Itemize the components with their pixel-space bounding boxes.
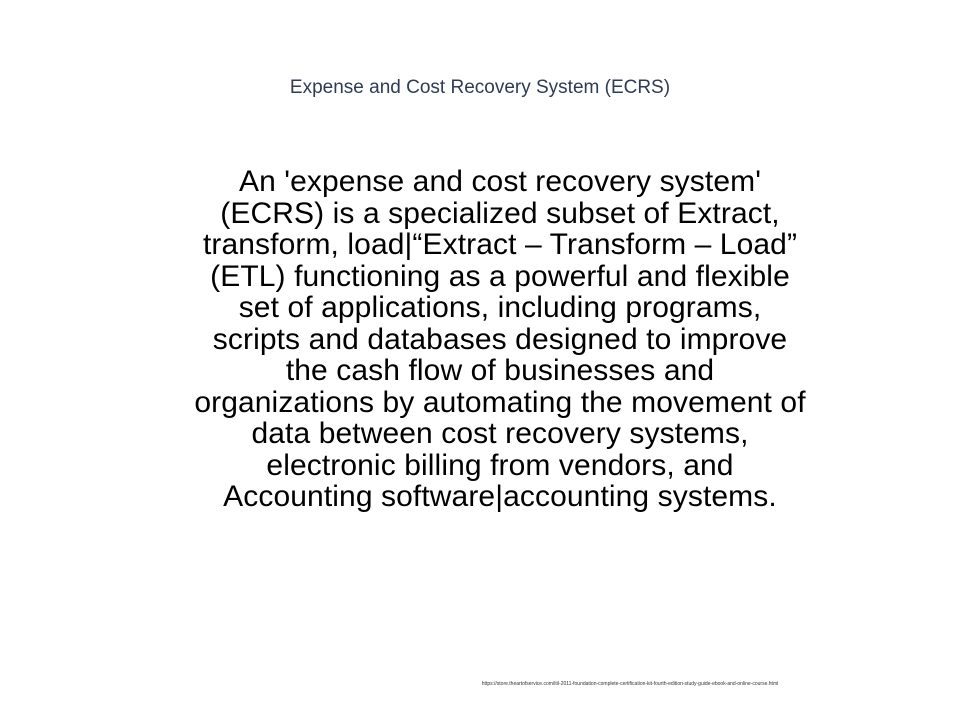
body-line: An 'expense and cost recovery system' (238, 165, 762, 198)
body-line: (ECRS) is a specialized subset of Extract, (220, 196, 780, 230)
footer-url-link[interactable]: https://store.theartofservice.com/itil-2011-foundation-complete-certification-kit-fourth-edition-study-guide-ebook-and-online-course.html (481, 681, 779, 687)
body-line: set of applications, including programs, (238, 291, 762, 324)
body-line: Accounting software|accounting systems. (223, 480, 777, 513)
slide-title: Expense and Cost Recovery System (ECRS) (289, 77, 671, 98)
body-line: electronic billing from vendors, and (266, 448, 734, 482)
body-line: data between cost recovery systems, (251, 417, 749, 450)
slide-body-text (84, 166, 916, 513)
body-line: transform, load|“Extract – Transform – Load” (202, 228, 798, 261)
body-line: (ETL) functioning as a powerful and flexible (210, 259, 790, 293)
body-line: scripts and databases designed to improve (212, 322, 788, 356)
body-line: organizations by automating the movement of (194, 385, 806, 419)
body-line: the cash flow of businesses and (285, 354, 715, 387)
